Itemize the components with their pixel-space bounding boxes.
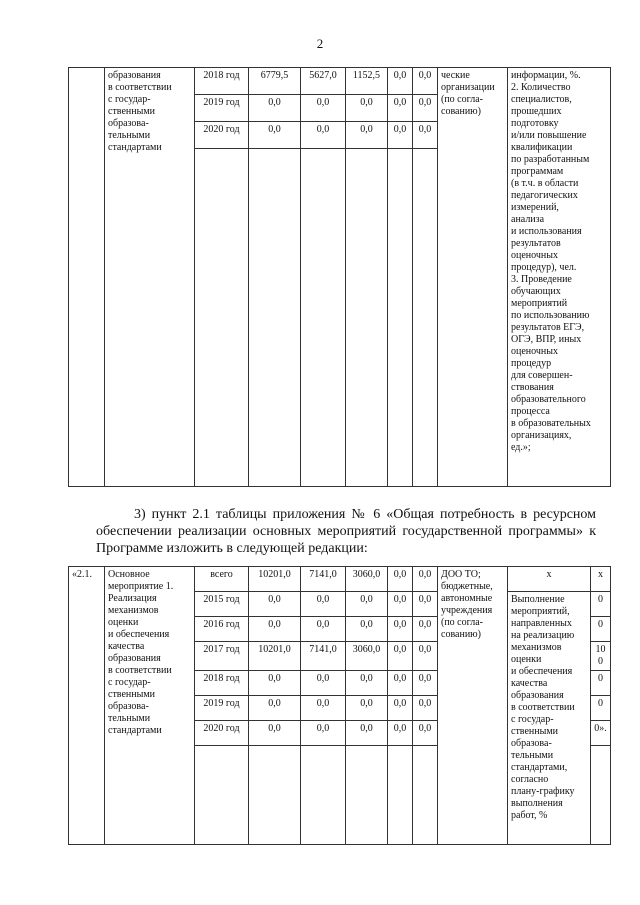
value-cell: 0,0 [346,95,388,122]
executor-cell: ДОО ТО; бюджетные, автономные учреждения (по согла- сованию) [438,567,508,845]
value-cell: 3060,0 [346,642,388,671]
year-cell: 2017 год [195,642,249,671]
value-cell: 0,0 [249,95,301,122]
value-cell: 6779,5 [249,68,301,95]
table-new-edition [68,566,611,845]
value-cell: 0,0 [413,68,438,95]
table-row [69,567,611,592]
value-cell: 0,0 [388,95,413,122]
value-cell: 0,0 [388,567,413,592]
year-cell: всего [195,567,249,592]
indicator-value-cell: 0 [591,671,611,696]
empty-cell [195,149,249,487]
instruction-paragraph [96,506,596,557]
empty-cell [249,149,301,487]
paragraph-text: 3) пункт 2.1 таблицы приложения № 6 «Общая потребность в ресурсном обеспечении реализации основных мероприятий государственной программы» к Программе изложить в следующей редакции: [96,507,596,556]
value-cell: 0,0 [413,567,438,592]
value-cell: 0,0 [249,721,301,746]
value-cell: 0,0 [388,721,413,746]
value-cell: 0,0 [346,671,388,696]
value-cell: 0,0 [388,617,413,642]
indicator-header-cell: х [508,567,591,592]
year-cell: 2020 год [195,122,249,149]
value-cell: 0,0 [413,122,438,149]
year-cell: 2018 год [195,68,249,95]
value-cell: 0,0 [413,642,438,671]
empty-cell [591,746,611,845]
value-cell: 0,0 [346,617,388,642]
value-cell: 0,0 [301,592,346,617]
value-cell: 0,0 [301,671,346,696]
empty-cell [413,149,438,487]
indicator-value-cell: х [591,567,611,592]
value-cell: 0,0 [388,696,413,721]
value-cell: 0,0 [413,721,438,746]
empty-cell [413,746,438,845]
indicators-cell: информации, %. 2. Количество специалистов, прошедших подготовку и/или повышение квалификации по разработанным программам (в т.ч. в области педагогических измерений, анализа и использования результатов оценочных процедур), чел. 3. Проведение обучающих мероприятий по использованию результатов ЕГЭ, ОГЭ, ВПР, иных оценочных процедур для совершен- ствования образовательного процесса в образовательных организациях, ед.»; [508,68,611,487]
empty-cell [346,746,388,845]
year-cell: 2018 год [195,671,249,696]
empty-cell [195,746,249,845]
value-cell: 5627,0 [301,68,346,95]
number-cell: «2.1. [69,567,105,845]
year-cell: 2015 год [195,592,249,617]
year-cell: 2019 год [195,696,249,721]
value-cell: 0,0 [346,721,388,746]
event-name-cell: Основное мероприятие 1. Реализация механизмов оценки и обеспечения качества образования в соответствии с государ- ственными образова- тельными стандартами [105,567,195,845]
empty-cell [388,149,413,487]
empty-cell [301,746,346,845]
value-cell: 0,0 [301,696,346,721]
indicator-value-cell: 0». [591,721,611,746]
year-cell: 2019 год [195,95,249,122]
empty-cell [301,149,346,487]
empty-cell [388,746,413,845]
value-cell: 0,0 [388,671,413,696]
indicator-value-cell: 100 [591,642,611,671]
value-cell: 0,0 [413,592,438,617]
year-cell: 2016 год [195,617,249,642]
value-cell: 0,0 [388,642,413,671]
value-cell: 0,0 [388,592,413,617]
value-cell: 0,0 [249,617,301,642]
value-cell: 0,0 [346,592,388,617]
indicator-cell: Выполнение мероприятий, направленных на реализацию механизмов оценки и обеспечения качества образования в соответствии с государ- ственными образова- тельными стандартами, согласно плану-графику выполнения работ, % [508,592,591,845]
value-cell: 0,0 [249,122,301,149]
empty-cell [346,149,388,487]
number-cell [69,68,105,487]
value-cell: 0,0 [413,671,438,696]
event-name-cell: образования в соответствии с государ- ственными образова- тельными стандартами [105,68,195,487]
value-cell: 0,0 [301,95,346,122]
value-cell: 0,0 [388,68,413,95]
executor-cell: ческие организации (по согла- сованию) [438,68,508,487]
value-cell: 10201,0 [249,642,301,671]
value-cell: 0,0 [249,696,301,721]
value-cell: 0,0 [388,122,413,149]
value-cell: 0,0 [413,696,438,721]
value-cell: 3060,0 [346,567,388,592]
year-cell: 2020 год [195,721,249,746]
value-cell: 7141,0 [301,567,346,592]
indicator-value-cell: 0 [591,696,611,721]
value-cell: 0,0 [413,95,438,122]
value-cell: 0,0 [346,122,388,149]
page-number: 2 [316,36,324,51]
table-continuation [68,67,611,487]
value-cell: 0,0 [413,617,438,642]
empty-cell [249,746,301,845]
value-cell: 0,0 [301,721,346,746]
value-cell: 0,0 [249,592,301,617]
value-cell: 0,0 [301,122,346,149]
value-cell: 7141,0 [301,642,346,671]
value-cell: 0,0 [301,617,346,642]
value-cell: 0,0 [249,671,301,696]
indicator-value-cell: 0 [591,617,611,642]
indicator-value-cell: 0 [591,592,611,617]
table-row [69,68,611,95]
value-cell: 1152,5 [346,68,388,95]
value-cell: 10201,0 [249,567,301,592]
value-cell: 0,0 [346,696,388,721]
